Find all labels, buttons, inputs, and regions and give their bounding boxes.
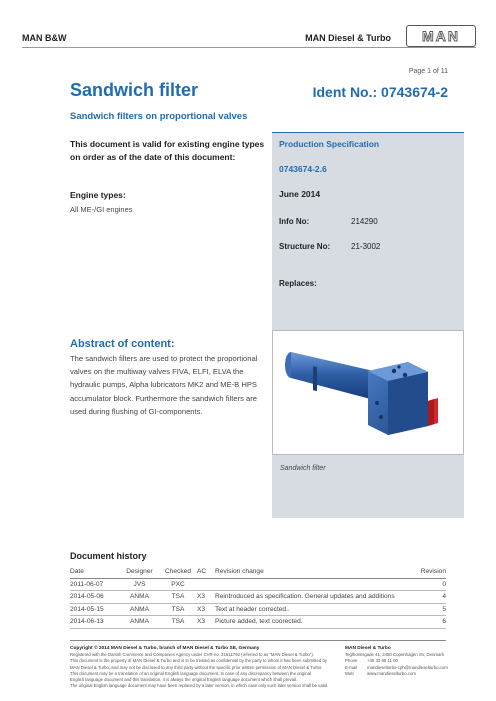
footer-legal-line: The original English language document may have been replaced by a later version, in which case only such later version shall be valid. — [70, 683, 329, 689]
table-row — [70, 578, 446, 591]
document-history-table — [70, 566, 446, 629]
cell-date: 2011-06-07 — [70, 578, 120, 591]
cell-date: 2014-05-15 — [70, 603, 120, 616]
web-value: www.mandieselturbo.com — [367, 670, 416, 676]
cell-checked: TSA — [159, 603, 197, 616]
filter-image — [272, 330, 464, 455]
spec-date: June 2014 — [279, 189, 321, 199]
header-brand-right: MAN Diesel & Turbo — [305, 33, 391, 43]
footer-divider — [70, 640, 446, 641]
cell-ac: X3 — [197, 616, 215, 629]
email-label: E-mail — [345, 664, 358, 670]
svg-text:MAN: MAN — [422, 29, 460, 43]
footer-legal-line: This document is the property of MAN Diesel & Turbo and is to be treated as confidential by the party to whom it has been submitted by — [70, 658, 327, 664]
page-number: Page 1 of 11 — [408, 68, 448, 75]
document-title: Sandwich filter — [70, 80, 199, 100]
abstract-text: The sandwich filters are used to protect the proportional valves on the multiway valves FIVA, ELFI, ELVA the hydraulic pumps, Alpha lubricators MK2 and ME-B HPS accumulator block. Furthermore the sandwich filters are used during flushing of GI-components. — [70, 354, 258, 416]
ident-number: Ident No.: 0743674-2 — [312, 84, 448, 100]
email-value: mandieselturbo-cph@mandieselturbo.com — [367, 664, 448, 670]
info-value: 214290 — [351, 217, 378, 226]
engine-types-heading: Engine types: — [70, 190, 126, 200]
cell-change: Picture added, text coorected. — [215, 616, 406, 629]
footer-legal-line: MAN Diesel & Turbo, and may not be disclosed to any third party without the specific prior written permission of MAN Diesel & Turbo. — [70, 664, 323, 670]
phone-value: +45 33 85 11 00 — [367, 658, 398, 664]
cell-change — [215, 578, 406, 591]
document-history-heading: Document history — [70, 551, 147, 561]
col-revision-change: Revision change — [215, 566, 406, 578]
structure-label: Structure No: — [279, 242, 331, 251]
replaces-label: Replaces: — [279, 279, 317, 288]
col-date: Date — [70, 566, 120, 578]
cell-ac: X3 — [197, 603, 215, 616]
footer-legal — [70, 645, 340, 689]
cell-designer: ANMA — [120, 616, 159, 629]
cell-revision: 4 — [406, 591, 446, 604]
footer-legal-line: English language document and this translation, it is always the original English language document which shall prevail. — [70, 677, 298, 683]
web-label: Web — [345, 670, 354, 676]
abstract-heading: Abstract of content: — [70, 338, 175, 350]
cell-change: Reintroduced as specification. General updates and additions — [215, 591, 406, 604]
validity-statement: This document is valid for existing engine types on order as of the date of this document: — [70, 139, 265, 162]
cell-ac — [197, 578, 215, 591]
cell-revision: 0 — [406, 578, 446, 591]
table-row — [70, 616, 446, 629]
phone-label: Phone — [345, 658, 358, 664]
production-spec-heading: Production Specification — [279, 139, 380, 149]
footer-legal-line: Registered with the Danish Commerce and Companies Agency under CVR-no. 31611792 (referred to as "MAN Diesel & Turbo"). — [70, 652, 314, 658]
cell-date: 2014-05-06 — [70, 591, 120, 604]
cell-ac: X3 — [197, 591, 215, 604]
structure-value: 21-3002 — [351, 242, 381, 251]
history-header-row — [70, 566, 446, 578]
cell-checked: TSA — [159, 616, 197, 629]
cell-designer: ANMA — [120, 591, 159, 604]
info-label: Info No: — [279, 217, 310, 226]
table-row — [70, 591, 446, 604]
footer-legal-line: This document may be a translation of an original English language document. In case of any discrepancy between the original — [70, 670, 312, 676]
footer-web-row — [345, 671, 465, 677]
panel-top-rule — [272, 132, 464, 133]
cell-date: 2014-06-13 — [70, 616, 120, 629]
cell-designer: JVS — [120, 578, 159, 591]
man-logo — [406, 25, 476, 47]
cell-revision: 6 — [406, 616, 446, 629]
col-checked: Checked — [159, 566, 197, 578]
col-revision: Revision — [406, 566, 446, 578]
footer-copyright: Copyright © 2014 MAN Diesel & Turbo, branch of MAN Diesel & Turbo SE, Germany — [70, 646, 260, 651]
header-brand-left: MAN B&W — [22, 33, 67, 43]
cell-checked: PXC — [159, 578, 197, 591]
col-designer: Designer — [120, 566, 159, 578]
cell-revision: 5 — [406, 603, 446, 616]
header-divider — [22, 47, 476, 48]
cell-checked: TSA — [159, 591, 197, 604]
footer-company: MAN Diesel & Turbo — [345, 646, 391, 651]
image-caption: Sandwich filter — [280, 465, 326, 472]
footer-address: Teglholmsgade 41, 2450 Copenhagen SV, Denmark — [345, 652, 444, 658]
table-row — [70, 603, 446, 616]
footer-contact — [345, 645, 465, 677]
spec-code: 0743674-2.6 — [279, 164, 327, 174]
col-ac: AC — [197, 566, 215, 578]
engine-types-value: All ME-/GI engines — [70, 205, 133, 214]
document-subtitle: Sandwich filters on proportional valves — [70, 111, 248, 122]
cell-change: Text at header corrected.. — [215, 603, 406, 616]
cell-designer: ANMA — [120, 603, 159, 616]
